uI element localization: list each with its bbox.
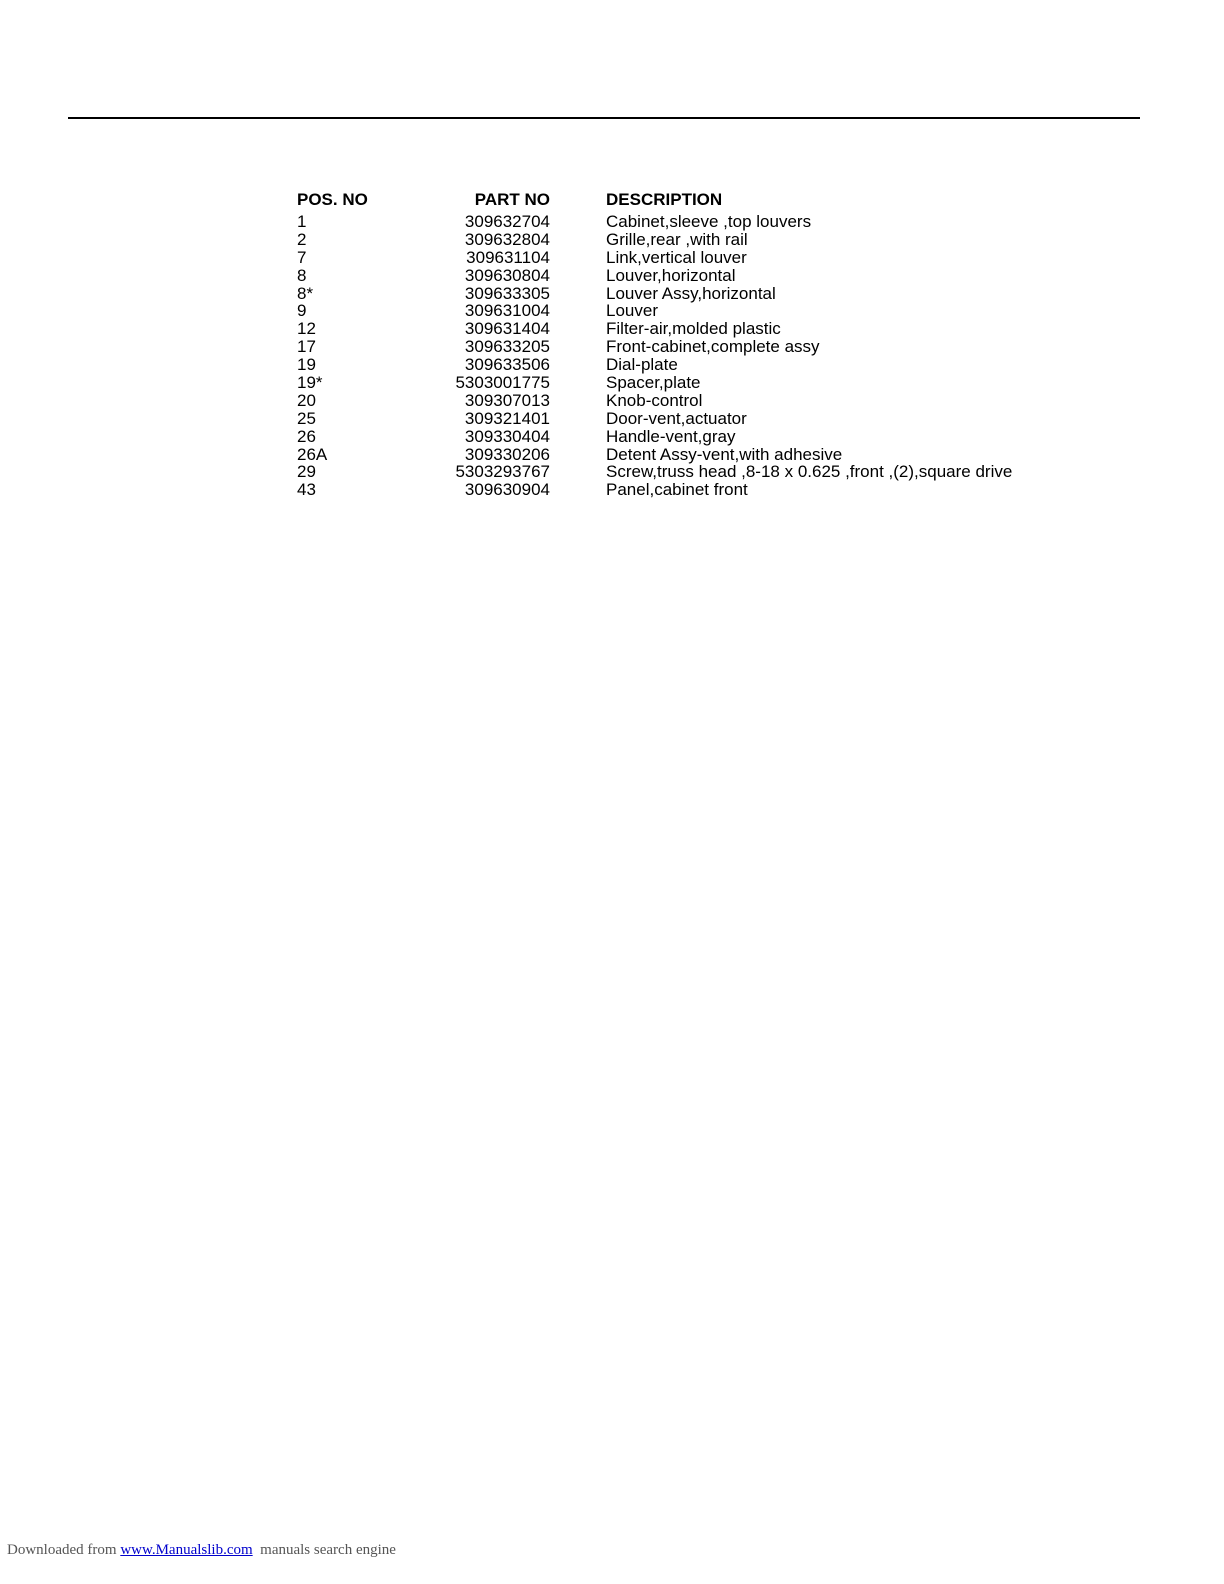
row-description: Dial-plate: [606, 355, 678, 375]
table-row: [297, 356, 1057, 374]
row-description: Knob-control: [606, 390, 703, 410]
row-description: Front-cabinet,complete assy: [606, 337, 820, 357]
row-pos-no: 26A: [297, 444, 328, 464]
row-part-no: 5303001775: [455, 373, 550, 393]
row-part-no: 5303293767: [455, 462, 550, 482]
manualslib-link[interactable]: www.Manualslib.com: [120, 1542, 253, 1558]
row-description: Louver Assy,horizontal: [606, 283, 776, 303]
row-pos-no: 2: [297, 229, 307, 249]
row-part-no: 309330404: [464, 426, 550, 446]
header-pos-no: POS. NO: [297, 190, 368, 209]
row-part-no: 309633305: [464, 283, 550, 303]
table-row: [297, 428, 1057, 446]
table-row: [297, 446, 1057, 464]
parts-table: [297, 189, 1057, 499]
table-row: [297, 481, 1057, 499]
table-row: [297, 213, 1057, 231]
row-pos-no: 19: [297, 355, 316, 375]
row-pos-no: 17: [297, 337, 316, 357]
row-part-no: 309633506: [464, 355, 550, 375]
row-pos-no: 26: [297, 426, 316, 446]
row-part-no: 309631404: [464, 319, 550, 339]
row-description: Door-vent,actuator: [606, 408, 747, 428]
table-row: [297, 392, 1057, 410]
row-part-no: 309321401: [464, 408, 550, 428]
table-row: [297, 285, 1057, 303]
row-pos-no: 8: [297, 265, 307, 285]
row-pos-no: 7: [297, 247, 307, 267]
table-row: [297, 338, 1057, 356]
row-description: Panel,cabinet front: [606, 480, 748, 500]
top-divider-line: [68, 117, 1140, 119]
row-part-no: 309330206: [464, 444, 550, 464]
row-description: Detent Assy-vent,with adhesive: [606, 444, 843, 464]
row-description: Cabinet,sleeve ,top louvers: [606, 212, 812, 231]
row-part-no: 309630804: [464, 265, 550, 285]
row-pos-no: 25: [297, 408, 316, 428]
row-pos-no: 8*: [297, 283, 314, 303]
row-part-no: 309630904: [464, 480, 550, 500]
row-part-no: 309631104: [466, 247, 550, 267]
row-description: Filter-air,molded plastic: [606, 319, 781, 339]
table-row: [297, 249, 1057, 267]
table-row: [297, 302, 1057, 320]
row-part-no: 309631004: [464, 301, 550, 321]
row-description: Louver,horizontal: [606, 265, 736, 285]
row-description: Spacer,plate: [606, 373, 701, 393]
footer-suffix: manuals search engine: [252, 1542, 396, 1558]
row-description: Grille,rear ,with rail: [606, 229, 748, 249]
row-part-no: 309632804: [464, 229, 550, 249]
row-part-no: 309633205: [464, 337, 550, 357]
row-description: Louver: [606, 301, 658, 321]
row-part-no: 309307013: [464, 390, 550, 410]
row-pos-no: 12: [297, 319, 316, 339]
header-part-no: PART NO: [474, 190, 550, 209]
download-footer: [7, 1542, 396, 1559]
row-description: Link,vertical louver: [606, 247, 747, 267]
row-pos-no: 29: [297, 462, 316, 482]
table-row: [297, 374, 1057, 392]
table-row: [297, 320, 1057, 338]
table-row: [297, 267, 1057, 285]
footer-prefix: Downloaded from: [7, 1542, 121, 1558]
table-row: [297, 410, 1057, 428]
row-pos-no: 1: [297, 212, 307, 231]
table-row: [297, 231, 1057, 249]
row-pos-no: 19*: [297, 373, 323, 393]
row-part-no: 309632704: [464, 212, 550, 231]
parts-table-body: [297, 213, 1057, 499]
parts-table-header: [297, 189, 1057, 211]
table-row: [297, 463, 1057, 481]
row-description: Handle-vent,gray: [606, 426, 736, 446]
header-description: DESCRIPTION: [606, 190, 723, 209]
row-pos-no: 9: [297, 301, 307, 321]
row-pos-no: 43: [297, 480, 316, 500]
row-pos-no: 20: [297, 390, 316, 410]
row-description: Screw,truss head ,8-18 x 0.625 ,front ,(2),square drive: [606, 462, 1013, 482]
